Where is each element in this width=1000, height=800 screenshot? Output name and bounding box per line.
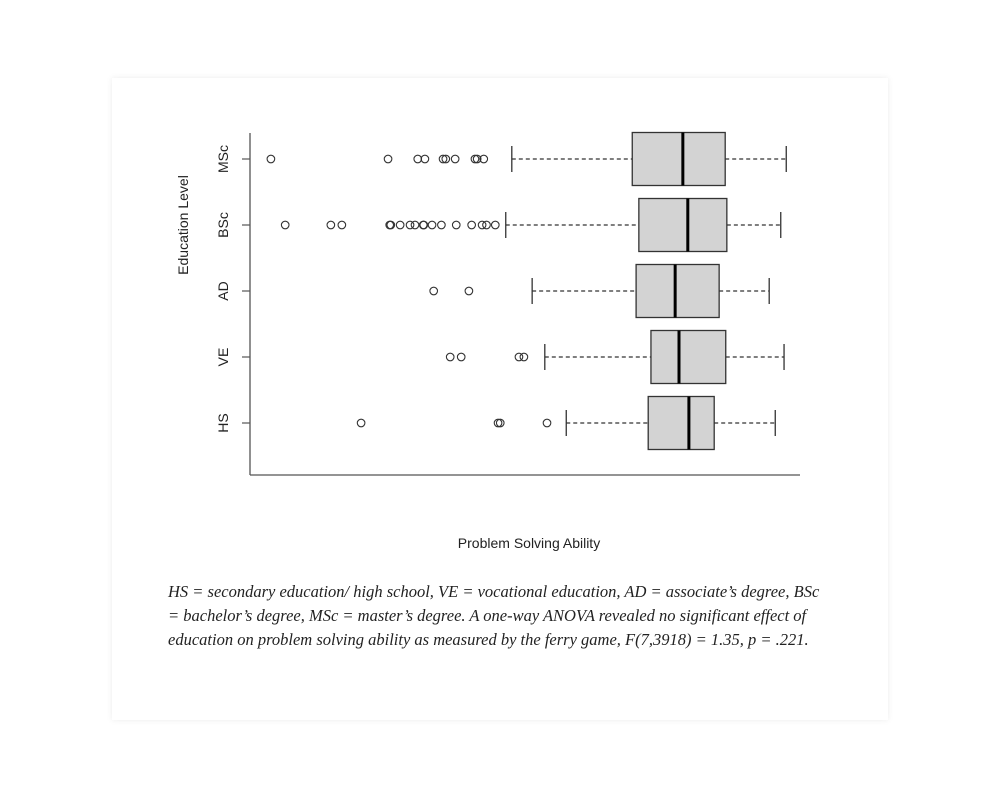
outlier-point bbox=[446, 353, 454, 361]
outlier-point bbox=[414, 155, 422, 163]
y-tick-label: BSc bbox=[215, 212, 231, 238]
outlier-point bbox=[428, 221, 436, 229]
box-iqr bbox=[636, 265, 719, 318]
box-iqr bbox=[651, 331, 726, 384]
figure-caption: HS = secondary education/ high school, VE = vocational education, AD = associate’s degree, BSc = bachelor’s degree, MSc = master’s degree. A one-way ANOVA revealed no significant effect of education on problem solving ability as measured by the ferry game, F(7,3918) = 1.35, p = .221. bbox=[168, 582, 820, 649]
outlier-point bbox=[543, 419, 551, 427]
outlier-point bbox=[520, 353, 528, 361]
outlier-point bbox=[483, 221, 491, 229]
outlier-point bbox=[421, 155, 429, 163]
outlier-point bbox=[438, 221, 446, 229]
outlier-point bbox=[411, 221, 419, 229]
box-iqr bbox=[639, 199, 727, 252]
y-tick-label: AD bbox=[215, 281, 231, 301]
outlier-point bbox=[465, 287, 473, 295]
outlier-point bbox=[384, 155, 392, 163]
y-tick-label: VE bbox=[215, 347, 231, 367]
outlier-point bbox=[267, 155, 275, 163]
outlier-point bbox=[451, 155, 459, 163]
outlier-point bbox=[396, 221, 404, 229]
outlier-point bbox=[492, 221, 500, 229]
outlier-point bbox=[457, 353, 465, 361]
outlier-point bbox=[430, 287, 438, 295]
box-iqr bbox=[632, 133, 725, 186]
x-axis-label: Problem Solving Ability bbox=[457, 535, 601, 551]
outlier-point bbox=[452, 221, 460, 229]
outlier-point bbox=[420, 221, 428, 229]
outlier-point bbox=[338, 221, 346, 229]
outlier-point bbox=[468, 221, 476, 229]
y-tick-label: MSc bbox=[215, 145, 231, 173]
outlier-point bbox=[357, 419, 365, 427]
box-iqr bbox=[648, 397, 714, 450]
outlier-point bbox=[478, 221, 486, 229]
outlier-point bbox=[281, 221, 289, 229]
outlier-point bbox=[327, 221, 335, 229]
y-axis-label: Education Level bbox=[175, 175, 191, 275]
y-tick-label: HS bbox=[215, 413, 231, 433]
